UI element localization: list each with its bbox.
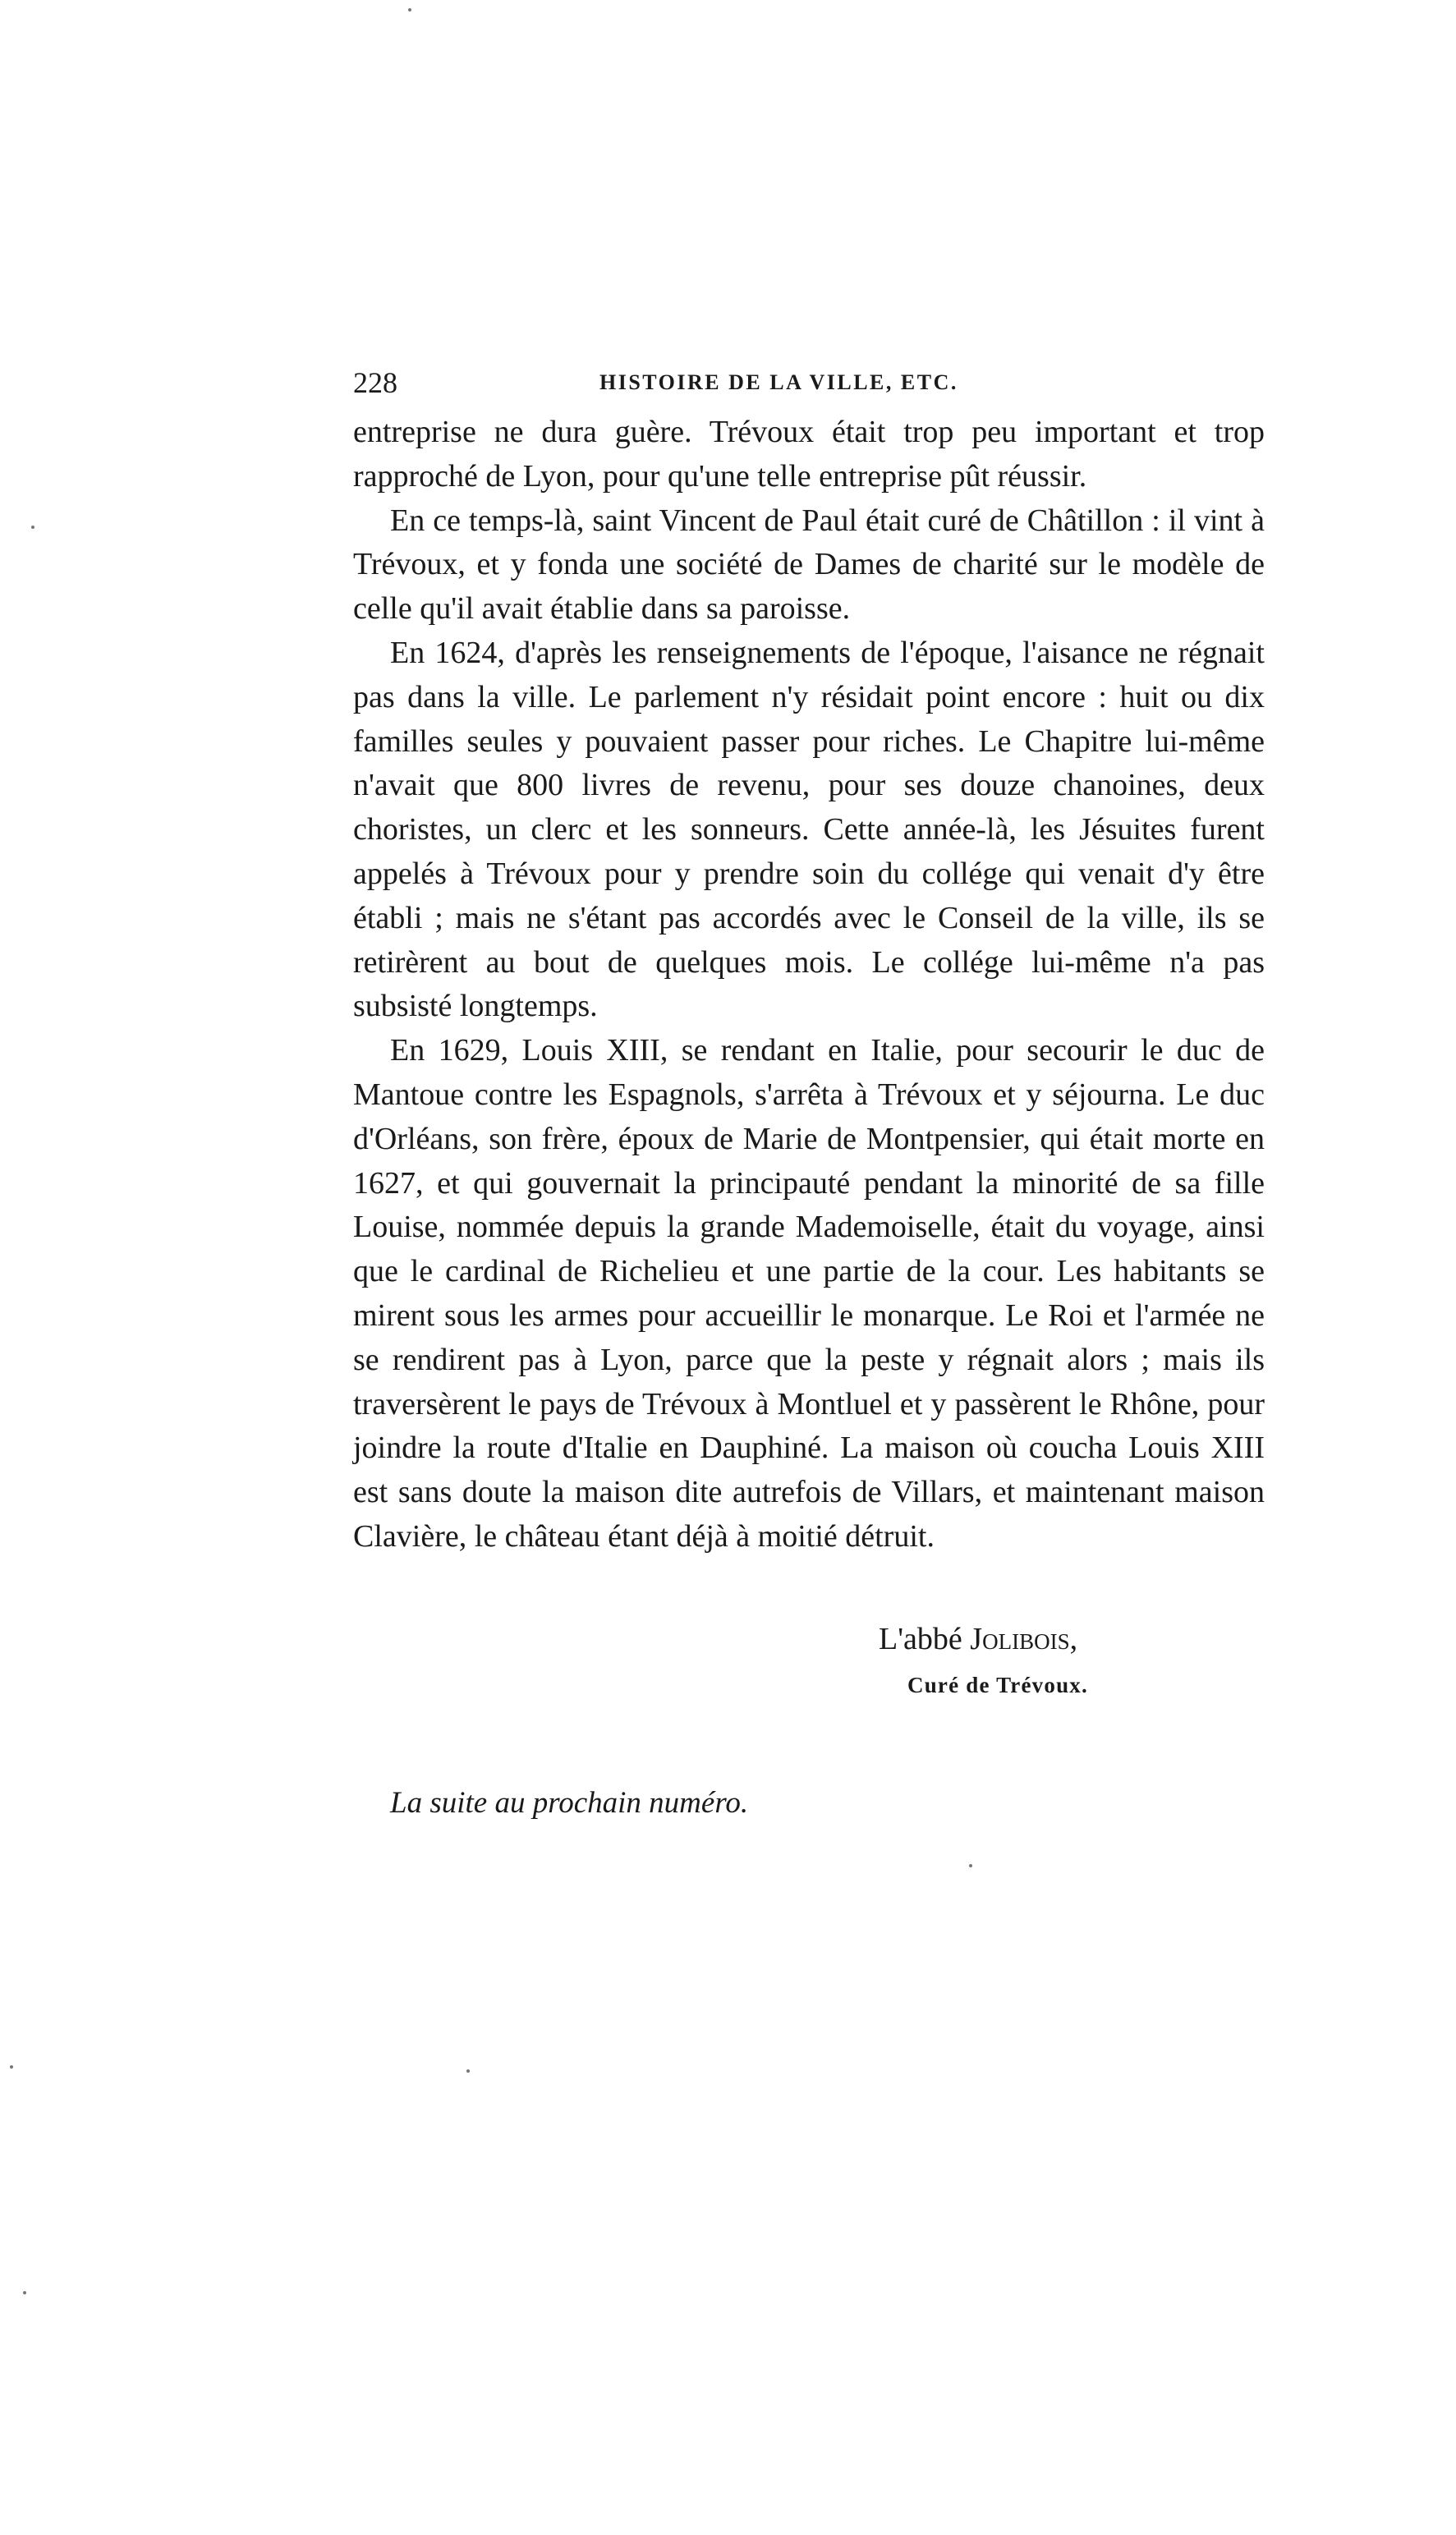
- author-name: Jolibois: [970, 1622, 1070, 1656]
- page-number: 228: [353, 366, 397, 399]
- paragraph-2: En ce temps-là, saint Vincent de Paul était curé de Châtillon : il vint à Trévoux, et y fonda une société de Dames de charité sur le modèle de celle qu'il avait établie dans sa paroisse.: [353, 503, 1265, 627]
- running-title: HISTOIRE DE LA VILLE, ETC.: [599, 370, 958, 394]
- signature-suffix: ,: [1069, 1622, 1078, 1656]
- paragraph-4: En 1629, Louis XIII, se rendant en Italie, pour secourir le duc de Mantoue contre les Espagnols, s'arrêta à Trévoux et y séjourna. Le duc d'Orléans, son frère, époux de Marie de Montpensier, qui était morte en 1627, et qui gouvernait la principauté pendant la minorité de sa fille Louise, nommée depuis la grande Mademoiselle, était du voyage, ainsi que le cardinal de Richelieu et une partie de la cour. Les habitants se mirent sous les armes pour accueillir le monarque. Le Roi et l'armée ne se rendirent pas à Lyon, parce que la peste y régnait alors ; mais ils traversèrent le pays de Trévoux à Montluel et y passèrent le Rhône, pour joindre la route d'Italie en Dauphiné. La maison où coucha Louis XIII est sans doute la maison dite autrefois de Villars, et maintenant maison Clavière, le château étant déjà à moitié détruit.: [353, 1033, 1265, 1554]
- author-title: Curé de Trévoux.: [907, 1673, 1088, 1697]
- body-text: [353, 411, 1265, 1559]
- paragraph-1: entreprise ne dura guère. Trévoux était trop peu important et trop rapproché de Lyon, pour qu'une telle entreprise pût réussir.: [353, 415, 1265, 494]
- print-speck: [466, 2069, 470, 2073]
- print-speck: [408, 8, 411, 11]
- print-speck: [969, 1864, 972, 1867]
- paragraph-3: En 1624, d'après les renseignements de l'époque, l'aisance ne régnait pas dans la ville. Le parlement n'y résidait point encore : huit ou dix familles seules y pouvaient passer pour riches. Le Chapitre lui-même n'avait que 800 livres de revenu, pour ses douze chanoines, deux choristes, un clerc et les sonneurs. Cette année-là, les Jésuites furent appelés à Trévoux pour y prendre soin du collége qui venait d'y être établi ; mais ne s'étant pas accordés avec le Conseil de la ville, ils se retirèrent au bout de quelques mois. Le collége lui-même n'a pas subsisté longtemps.: [353, 635, 1265, 1024]
- signature-prefix: L'abbé: [879, 1622, 971, 1656]
- continuation-note: La suite au prochain numéro.: [390, 1786, 749, 1820]
- print-speck: [23, 2291, 26, 2294]
- author-signature: [879, 1616, 1077, 1662]
- page-header: [353, 358, 1006, 407]
- print-speck: [10, 2065, 13, 2069]
- print-speck: [31, 526, 34, 529]
